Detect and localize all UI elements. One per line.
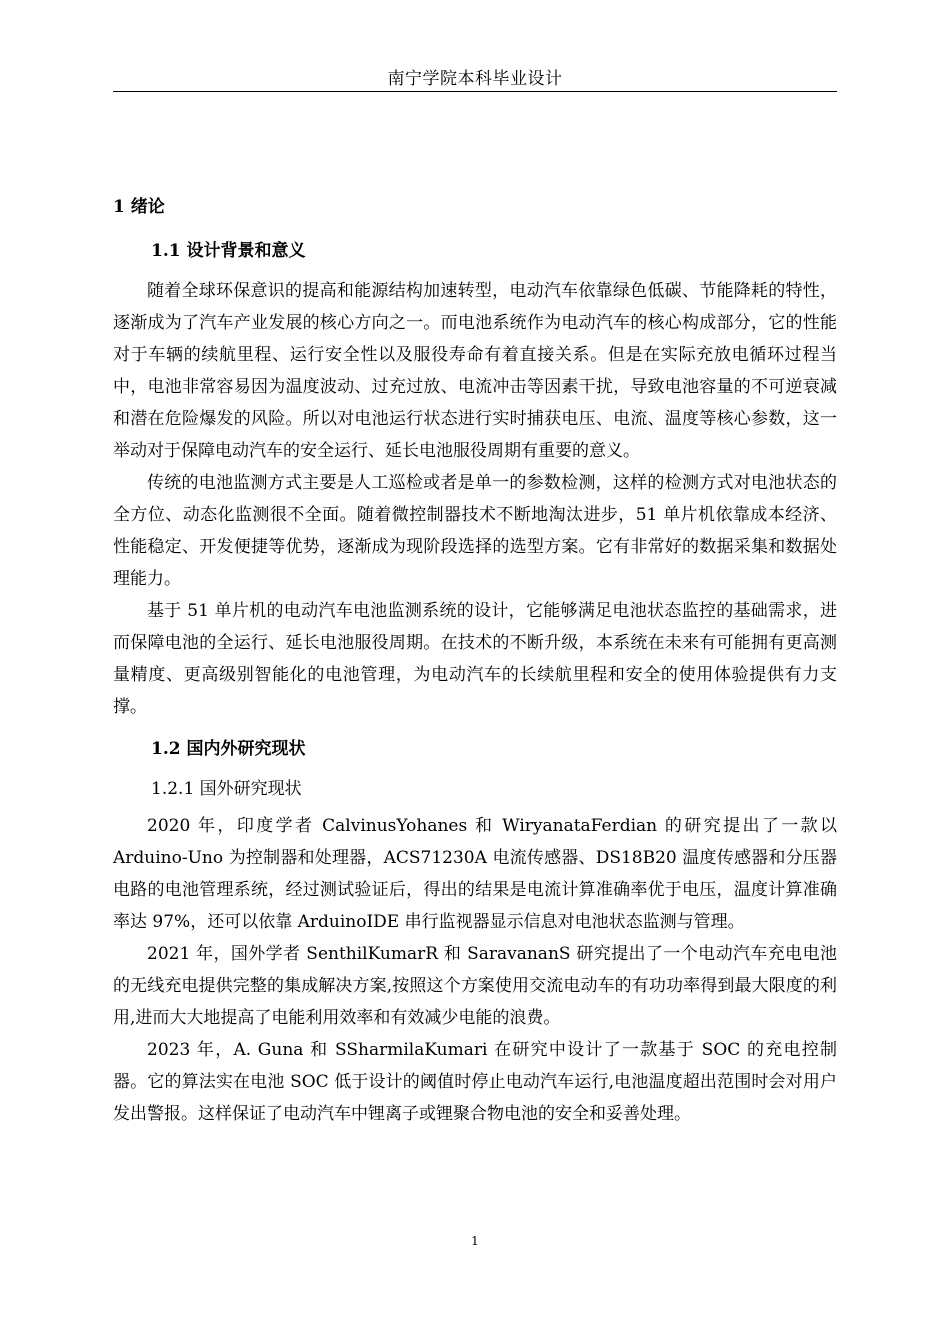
paragraph: 基于 51 单片机的电动汽车电池监测系统的设计，它能够满足电池状态监控的基础需求，进而保障电池的全运行、延长电池服役周期。在技术的不断升级，本系统在未来有可能拥有更高测量精度、更高级别智能化的电池管理，为电动汽车的长续航里程和安全的使用体验提供有力支撑。 <box>113 601 837 717</box>
paragraph: 2023 年，A. Guna 和 SSharmilaKumari 在研究中设计了一款基于 SOC 的充电控制器。它的算法实在电池 SOC 低于设计的阈值时停止电动汽车运行,电池温度超出范围时会对用户发出警报。这样保证了电动汽车中锂离子或锂聚合物电池的安全和妥善处理。 <box>113 1040 837 1124</box>
header-rule <box>113 91 837 92</box>
section-title-1-1: 1.1 设计背景和意义 <box>151 241 306 261</box>
paragraph: 传统的电池监测方式主要是人工巡检或者是单一的参数检测，这样的检测方式对电池状态的全方位、动态化监测很不全面。随着微控制器技术不断地淘汰进步，51 单片机依靠成本经济、性能稳定、开发便捷等优势，逐渐成为现阶段选择的选型方案。它有非常好的数据采集和数据处理能力。 <box>113 473 837 589</box>
chapter-title: 1 绪论 <box>113 197 165 217</box>
page-header: 南宁学院本科毕业设计 <box>387 69 563 89</box>
document-body <box>113 191 837 1130</box>
paragraph: 2020 年，印度学者 CalvinusYohanes 和 WiryanataFerdian 的研究提出了一款以 Arduino-Uno 为控制器和处理器，ACS71230A 电流传感器、DS18B20 温度传感器和分压器电路的电池管理系统，经过测试验证后，得出的结果是电流计算准确率优于电压，温度计算准确率达 97%，还可以依靠 ArduinoIDE 串行监视器显示信息对电池状态监测与管理。 <box>113 816 837 932</box>
subsection-title-1-2-1: 1.2.1 国外研究现状 <box>151 779 302 799</box>
section-title-1-2: 1.2 国内外研究现状 <box>151 739 306 759</box>
paragraph: 随着全球环保意识的提高和能源结构加速转型，电动汽车依靠绿色低碳、节能降耗的特性，逐渐成为了汽车产业发展的核心方向之一。而电池系统作为电动汽车的核心构成部分，它的性能对于车辆的续航里程、运行安全性以及服役寿命有着直接关系。但是在实际充放电循环过程当中，电池非常容易因为温度波动、过充过放、电流冲击等因素干扰，导致电池容量的不可逆衰减和潜在危险爆发的风险。所以对电池运行状态进行实时捕获电压、电流、温度等核心参数，这一举动对于保障电动汽车的安全运行、延长电池服役周期有重要的意义。 <box>113 281 837 461</box>
page-number: 1 <box>471 1234 479 1248</box>
paragraph: 2021 年，国外学者 SenthilKumarR 和 SaravananS 研究提出了一个电动汽车充电电池的无线充电提供完整的集成解决方案,按照这个方案使用交流电动车的有功功率得到最大限度的利用,进而大大地提高了电能利用效率和有效减少电能的浪费。 <box>113 944 837 1028</box>
